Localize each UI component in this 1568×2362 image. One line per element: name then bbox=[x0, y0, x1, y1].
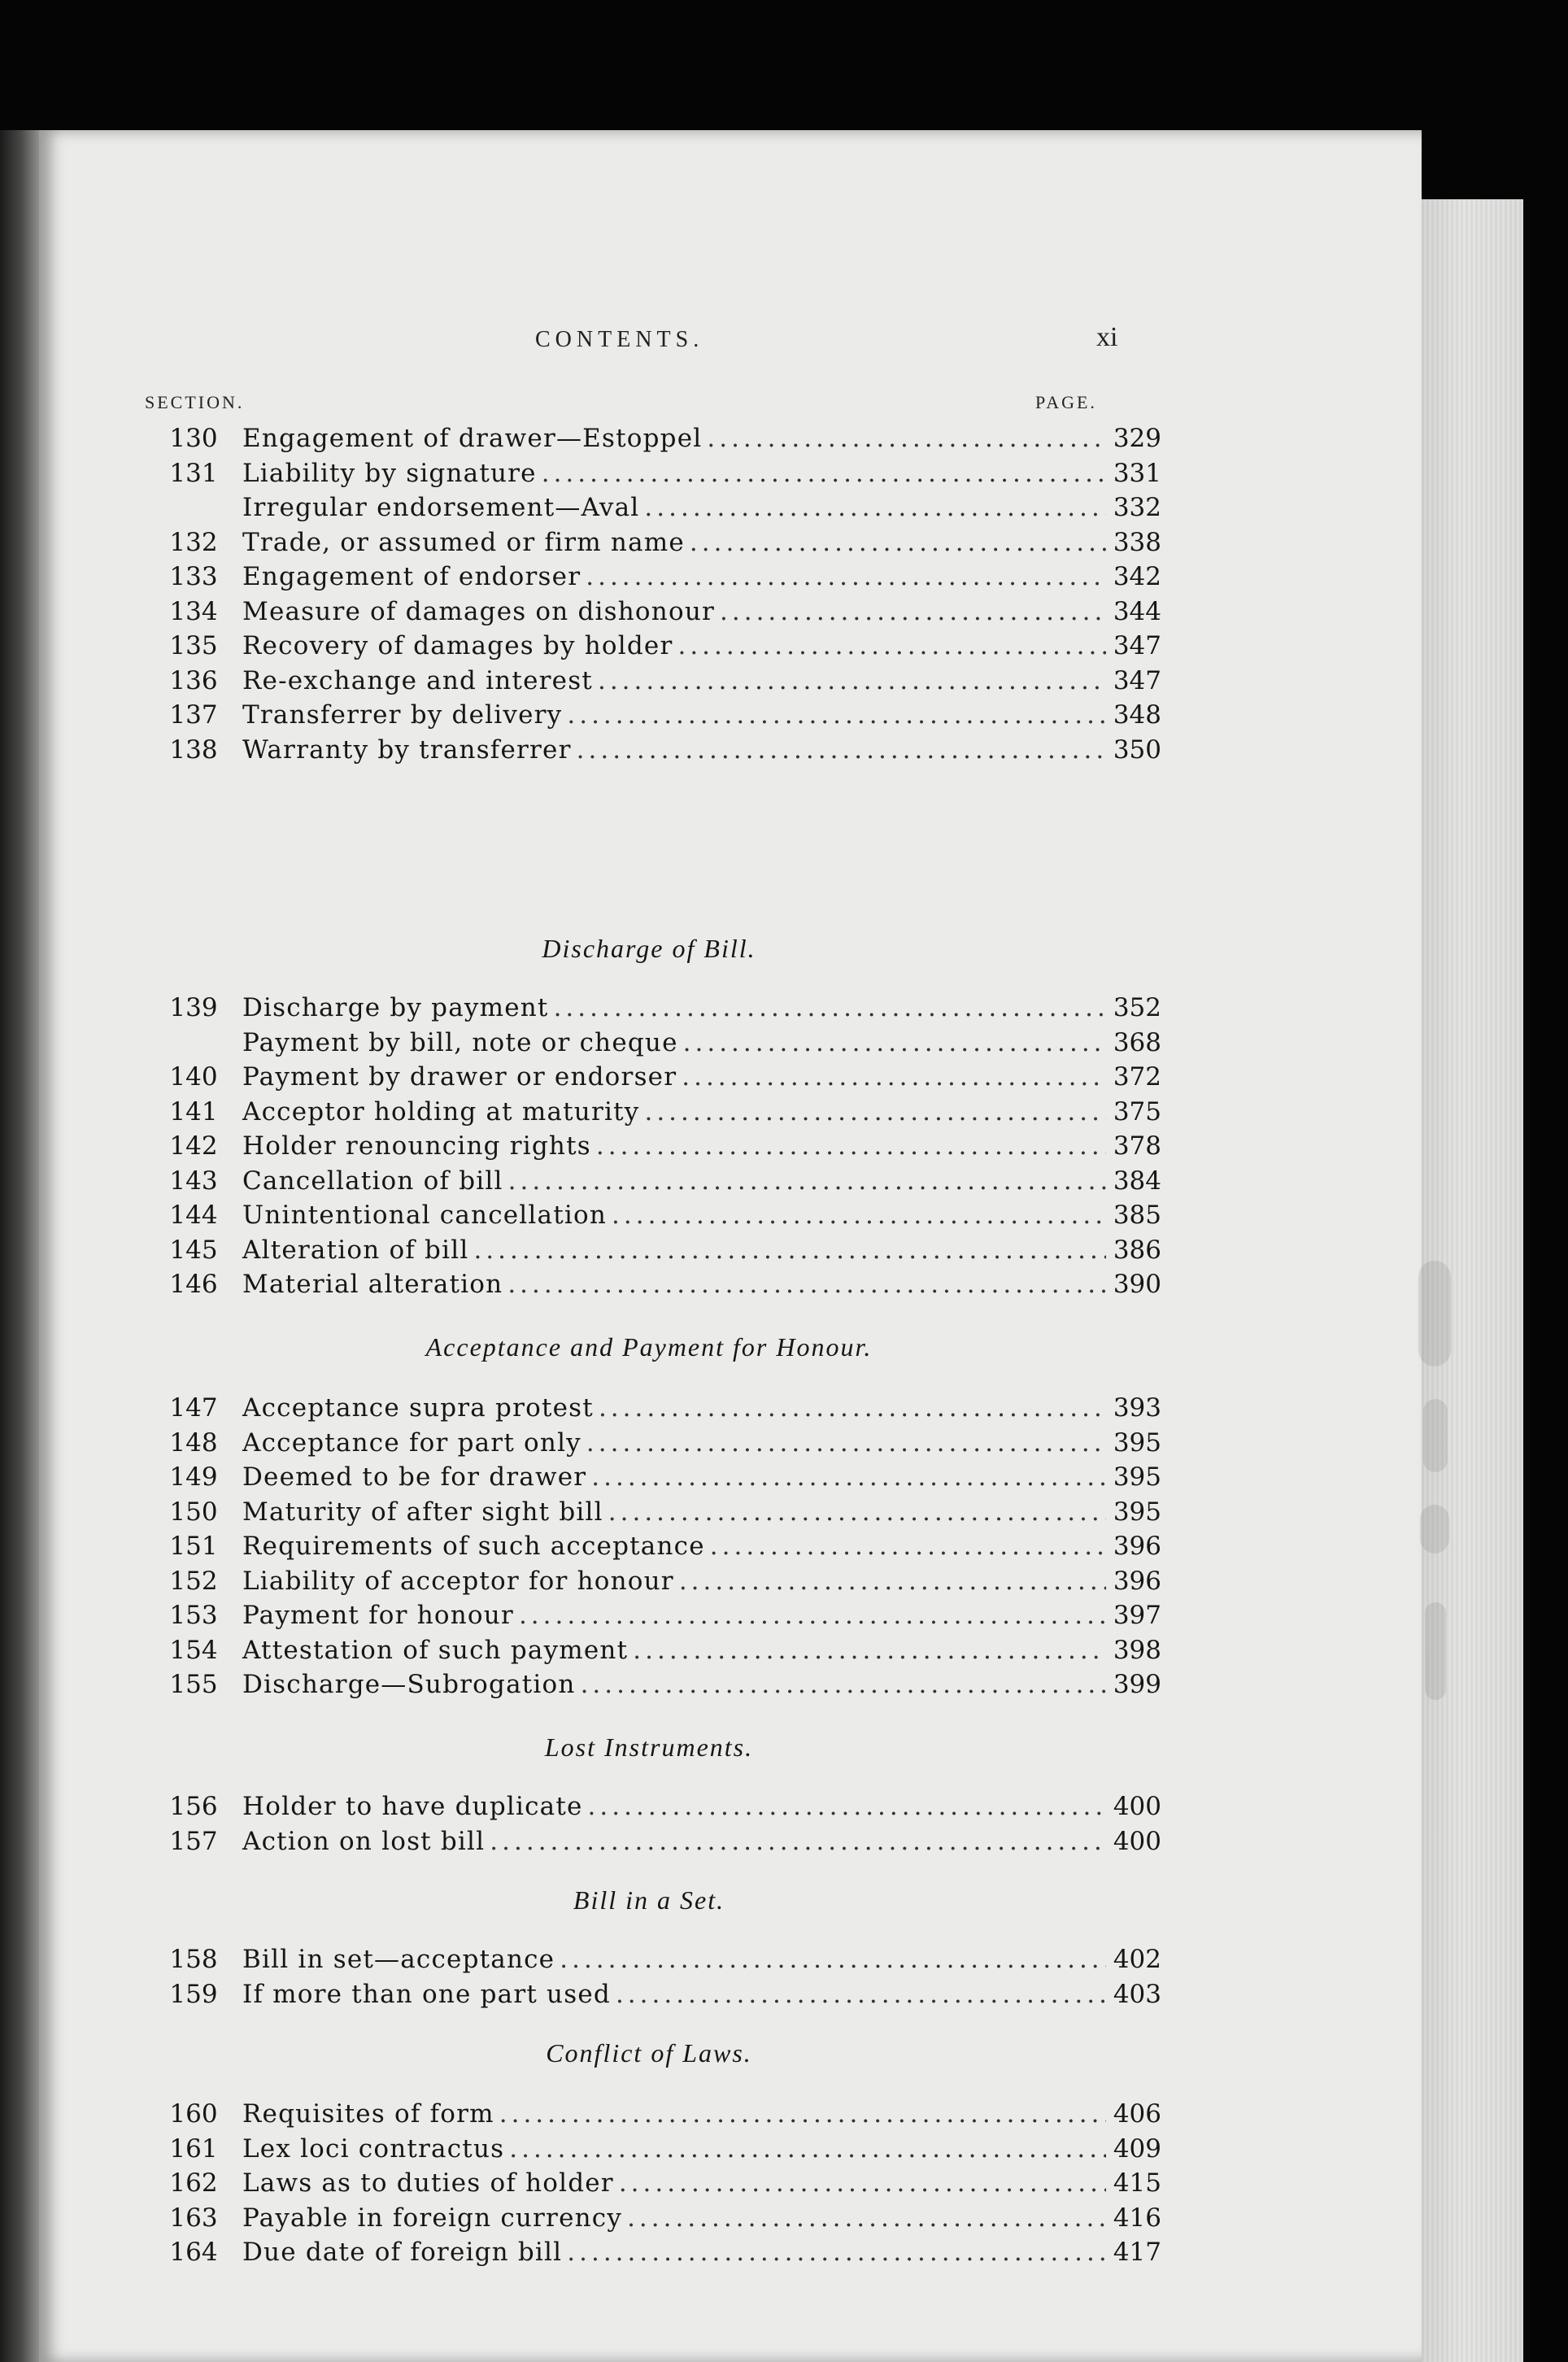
toc-entry-title: Action on lost bill bbox=[242, 1826, 486, 1856]
toc-section-number: 150 bbox=[169, 1497, 218, 1527]
dot-leader bbox=[542, 456, 1106, 490]
toc-entry bbox=[145, 1233, 1161, 1267]
toc-entry bbox=[145, 733, 1161, 767]
toc-page-number: 344 bbox=[1113, 596, 1161, 626]
toc-section-number: 133 bbox=[169, 562, 218, 591]
toc-section-number: 159 bbox=[169, 1979, 218, 2009]
toc-page-number: 395 bbox=[1113, 1462, 1161, 1492]
section-column-heading: SECTION. bbox=[145, 392, 245, 412]
toc-entry-title: Liability of acceptor for honour bbox=[242, 1566, 674, 1596]
toc-entry-title: Trade, or assumed or firm name bbox=[242, 527, 685, 557]
toc-page-number: 396 bbox=[1113, 1566, 1161, 1596]
dot-leader bbox=[598, 664, 1106, 698]
dot-leader bbox=[619, 2166, 1106, 2200]
dot-leader bbox=[490, 1824, 1106, 1859]
toc-entry bbox=[145, 1095, 1161, 1129]
toc-page-number: 352 bbox=[1113, 993, 1161, 1022]
toc-section-number: 149 bbox=[169, 1462, 218, 1492]
toc-section-number: 141 bbox=[169, 1096, 218, 1127]
dot-leader bbox=[554, 991, 1106, 1025]
toc-page-number: 348 bbox=[1113, 700, 1161, 730]
contents-page bbox=[39, 130, 1422, 2362]
dot-leader bbox=[633, 1633, 1106, 1667]
toc-entry-title: If more than one part used bbox=[242, 1979, 611, 2009]
toc-entry bbox=[145, 1598, 1161, 1632]
toc-page-number: 332 bbox=[1113, 493, 1161, 522]
toc-entry bbox=[145, 1391, 1161, 1425]
page-column-heading: PAGE. bbox=[1035, 392, 1097, 412]
toc-section-number: 151 bbox=[169, 1532, 218, 1561]
toc-section-number: 155 bbox=[169, 1670, 218, 1699]
toc-section-number: 140 bbox=[169, 1062, 218, 1092]
toc-page-number: 368 bbox=[1113, 1027, 1161, 1057]
toc-entry-title: Deemed to be for drawer bbox=[242, 1462, 587, 1492]
page-number: xi bbox=[1096, 322, 1118, 352]
dot-leader bbox=[519, 1598, 1106, 1632]
toc-entry bbox=[145, 1564, 1161, 1598]
toc-entry bbox=[145, 1460, 1161, 1494]
toc-entry-title: Discharge by payment bbox=[242, 993, 549, 1022]
toc-section-number: 164 bbox=[169, 2238, 218, 2267]
toc-entry-title: Measure of damages on dishonour bbox=[242, 596, 716, 626]
dot-leader bbox=[690, 525, 1106, 560]
toc-page-number: 395 bbox=[1113, 1497, 1161, 1527]
toc-entry bbox=[145, 421, 1161, 455]
toc-entry-title: Acceptor holding at maturity bbox=[242, 1096, 640, 1127]
toc-section-number: 142 bbox=[169, 1131, 218, 1161]
toc-section-number: 158 bbox=[169, 1945, 218, 1974]
toc-section-number: 148 bbox=[169, 1427, 218, 1458]
toc-page-number: 409 bbox=[1113, 2133, 1161, 2164]
toc-entry-title: Discharge—Subrogation bbox=[242, 1670, 576, 1699]
toc-entry bbox=[145, 2201, 1161, 2235]
toc-section-number: 146 bbox=[169, 1270, 218, 1299]
dot-leader bbox=[599, 1391, 1106, 1425]
toc-page-number: 395 bbox=[1113, 1427, 1161, 1458]
toc-entry-title: Bill in set—acceptance bbox=[242, 1945, 555, 1974]
book-page bbox=[39, 130, 1422, 2362]
toc-page-number: 329 bbox=[1113, 424, 1161, 453]
toc-entry-title: Payment by drawer or endorser bbox=[242, 1062, 677, 1092]
toc-entry-title: Holder renouncing rights bbox=[242, 1131, 591, 1161]
toc-page-number: 406 bbox=[1113, 2099, 1161, 2129]
toc-entry-title: Re-exchange and interest bbox=[242, 665, 593, 695]
toc-entry bbox=[145, 595, 1161, 629]
dot-leader bbox=[627, 2201, 1106, 2235]
toc-entry bbox=[145, 1529, 1161, 1563]
toc-entry-title: Payment by bill, note or cheque bbox=[242, 1027, 678, 1057]
toc-section-number: 131 bbox=[169, 458, 218, 488]
dot-leader bbox=[588, 1789, 1106, 1824]
dot-leader bbox=[644, 1095, 1106, 1129]
dot-leader bbox=[596, 1129, 1106, 1163]
dot-leader bbox=[616, 1977, 1106, 2011]
toc-entry-title: Alteration of bill bbox=[242, 1235, 469, 1265]
dot-leader bbox=[473, 1233, 1106, 1267]
toc-page-number: 397 bbox=[1113, 1601, 1161, 1630]
toc-section-number: 162 bbox=[169, 2168, 218, 2198]
dot-leader bbox=[581, 1667, 1106, 1702]
toc-entry bbox=[145, 1824, 1161, 1859]
toc-entry bbox=[145, 991, 1161, 1025]
toc-entry bbox=[145, 1164, 1161, 1198]
dot-leader bbox=[679, 1564, 1106, 1598]
toc-page-number: 385 bbox=[1113, 1201, 1161, 1230]
toc-entry bbox=[145, 1977, 1161, 2011]
toc-entry bbox=[145, 560, 1161, 594]
toc-section-number: 137 bbox=[169, 700, 218, 730]
toc-entry-title: Engagement of drawer—Estoppel bbox=[242, 424, 703, 453]
toc-section-number: 136 bbox=[169, 665, 218, 695]
toc-entry bbox=[145, 1942, 1161, 1976]
toc-section-number: 145 bbox=[169, 1235, 218, 1265]
toc-entry bbox=[145, 2132, 1161, 2166]
toc-entry-title: Attestation of such payment bbox=[242, 1635, 629, 1665]
toc-entry bbox=[145, 629, 1161, 663]
toc-section-number: 161 bbox=[169, 2133, 218, 2164]
toc-section-number: 163 bbox=[169, 2203, 218, 2233]
toc-entry bbox=[145, 1633, 1161, 1667]
toc-section-number: 135 bbox=[169, 631, 218, 660]
toc-entry bbox=[145, 664, 1161, 698]
toc-entry bbox=[145, 1426, 1161, 1460]
toc-entry-title: Laws as to duties of holder bbox=[242, 2168, 614, 2198]
section-heading: Lost Instruments. bbox=[544, 1732, 754, 1762]
section-heading: Discharge of Bill. bbox=[542, 934, 756, 963]
dot-leader bbox=[560, 1942, 1106, 1976]
toc-entry-title: Requisites of form bbox=[242, 2099, 494, 2129]
dot-leader bbox=[612, 1198, 1106, 1232]
toc-page-number: 347 bbox=[1113, 631, 1161, 660]
toc-page-number: 399 bbox=[1113, 1670, 1161, 1699]
toc-section-number: 160 bbox=[169, 2099, 218, 2129]
toc-entry bbox=[145, 1198, 1161, 1232]
dot-leader bbox=[567, 2235, 1106, 2269]
toc-entry-title: Liability by signature bbox=[242, 458, 537, 488]
toc-page-number: 375 bbox=[1113, 1096, 1161, 1127]
toc-entry bbox=[145, 1026, 1161, 1060]
toc-entry-title: Acceptance for part only bbox=[242, 1427, 581, 1458]
book-spine bbox=[0, 130, 39, 2362]
section-heading: Conflict of Laws. bbox=[546, 2038, 752, 2068]
dot-leader bbox=[682, 1060, 1106, 1094]
toc-section-number: 138 bbox=[169, 734, 218, 765]
toc-entry-title: Cancellation of bill bbox=[242, 1166, 503, 1196]
toc-entry bbox=[145, 1060, 1161, 1094]
dot-leader bbox=[677, 629, 1106, 663]
toc-entry bbox=[145, 2235, 1161, 2269]
toc-entry bbox=[145, 1267, 1161, 1301]
toc-page-number: 400 bbox=[1113, 1826, 1161, 1856]
toc-entry bbox=[145, 1789, 1161, 1824]
toc-page-number: 400 bbox=[1113, 1792, 1161, 1821]
toc-entry-title: Transferrer by delivery bbox=[242, 700, 563, 730]
toc-entry-title: Irregular endorsement—Aval bbox=[242, 493, 640, 522]
toc-page-number: 398 bbox=[1113, 1635, 1161, 1665]
toc-section-number: 139 bbox=[169, 993, 218, 1022]
toc-entry bbox=[145, 1667, 1161, 1702]
toc-page-number: 342 bbox=[1113, 562, 1161, 591]
dot-leader bbox=[707, 421, 1106, 455]
dot-leader bbox=[608, 1495, 1106, 1529]
dot-leader bbox=[567, 698, 1106, 732]
toc-entry-title: Requirements of such acceptance bbox=[242, 1532, 705, 1561]
toc-page-number: 331 bbox=[1113, 458, 1161, 488]
toc-section-number: 154 bbox=[169, 1635, 218, 1665]
toc-page-number: 384 bbox=[1113, 1166, 1161, 1196]
dot-leader bbox=[577, 733, 1106, 767]
toc-page-number: 416 bbox=[1113, 2203, 1161, 2233]
toc-page-number: 338 bbox=[1113, 527, 1161, 557]
toc-section-number: 156 bbox=[169, 1792, 218, 1821]
toc-section-number: 157 bbox=[169, 1826, 218, 1856]
toc-page-number: 372 bbox=[1113, 1062, 1161, 1092]
dot-leader bbox=[586, 1426, 1106, 1460]
section-heading: Acceptance and Payment for Honour. bbox=[425, 1332, 873, 1362]
toc-section-number: 147 bbox=[169, 1393, 218, 1423]
toc-section-number: 132 bbox=[169, 527, 218, 557]
toc-section-number: 144 bbox=[169, 1201, 218, 1230]
toc-section-number: 134 bbox=[169, 596, 218, 626]
toc-entry-title: Recovery of damages by holder bbox=[242, 631, 673, 660]
dot-leader bbox=[591, 1460, 1106, 1494]
dot-leader bbox=[710, 1529, 1106, 1563]
toc-entry bbox=[145, 698, 1161, 732]
toc-entry-title: Engagement of endorser bbox=[242, 562, 581, 591]
toc-page-number: 350 bbox=[1113, 734, 1161, 765]
dot-leader bbox=[509, 2132, 1106, 2166]
toc-entry-title: Holder to have duplicate bbox=[242, 1792, 583, 1821]
toc-entry-title: Due date of foreign bill bbox=[242, 2238, 563, 2267]
toc-section-number: 152 bbox=[169, 1566, 218, 1596]
toc-entry-title: Payment for honour bbox=[242, 1601, 514, 1630]
toc-section-number: 130 bbox=[169, 424, 218, 453]
toc-entry bbox=[145, 1495, 1161, 1529]
toc-entry-title: Unintentional cancellation bbox=[242, 1201, 608, 1230]
toc-page-number: 347 bbox=[1113, 665, 1161, 695]
dot-leader bbox=[507, 1267, 1106, 1301]
running-head: CONTENTS. bbox=[535, 327, 704, 352]
toc-entry-title: Maturity of after sight bill bbox=[242, 1497, 603, 1527]
toc-page-number: 390 bbox=[1113, 1270, 1161, 1299]
toc-entry-title: Payable in foreign currency bbox=[242, 2203, 623, 2233]
section-heading: Bill in a Set. bbox=[573, 1885, 725, 1915]
toc-page-number: 415 bbox=[1113, 2168, 1161, 2198]
toc-page-number: 378 bbox=[1113, 1131, 1161, 1161]
dot-leader bbox=[586, 560, 1106, 594]
toc-entry-title: Lex loci contractus bbox=[242, 2133, 505, 2164]
toc-page-number: 402 bbox=[1113, 1945, 1161, 1974]
dot-leader bbox=[683, 1026, 1106, 1060]
toc-section-number: 153 bbox=[169, 1601, 218, 1630]
dot-leader bbox=[508, 1164, 1106, 1198]
toc-page-number: 396 bbox=[1113, 1532, 1161, 1561]
toc-entry-title: Material alteration bbox=[242, 1270, 503, 1299]
toc-entry bbox=[145, 490, 1161, 525]
toc-section-number: 143 bbox=[169, 1166, 218, 1196]
toc-page-number: 403 bbox=[1113, 1979, 1161, 2009]
toc-entry bbox=[145, 1129, 1161, 1163]
toc-entry bbox=[145, 2097, 1161, 2131]
toc-page-number: 417 bbox=[1113, 2238, 1161, 2267]
toc-entry bbox=[145, 456, 1161, 490]
dot-leader bbox=[644, 490, 1106, 525]
toc-page-number: 393 bbox=[1113, 1393, 1161, 1423]
dot-leader bbox=[720, 595, 1106, 629]
toc-entry bbox=[145, 525, 1161, 560]
dot-leader bbox=[499, 2097, 1106, 2131]
toc-page-number: 386 bbox=[1113, 1235, 1161, 1265]
toc-entry bbox=[145, 2166, 1161, 2200]
toc-entry-title: Acceptance supra protest bbox=[242, 1393, 594, 1423]
toc-entry-title: Warranty by transferrer bbox=[242, 734, 572, 765]
